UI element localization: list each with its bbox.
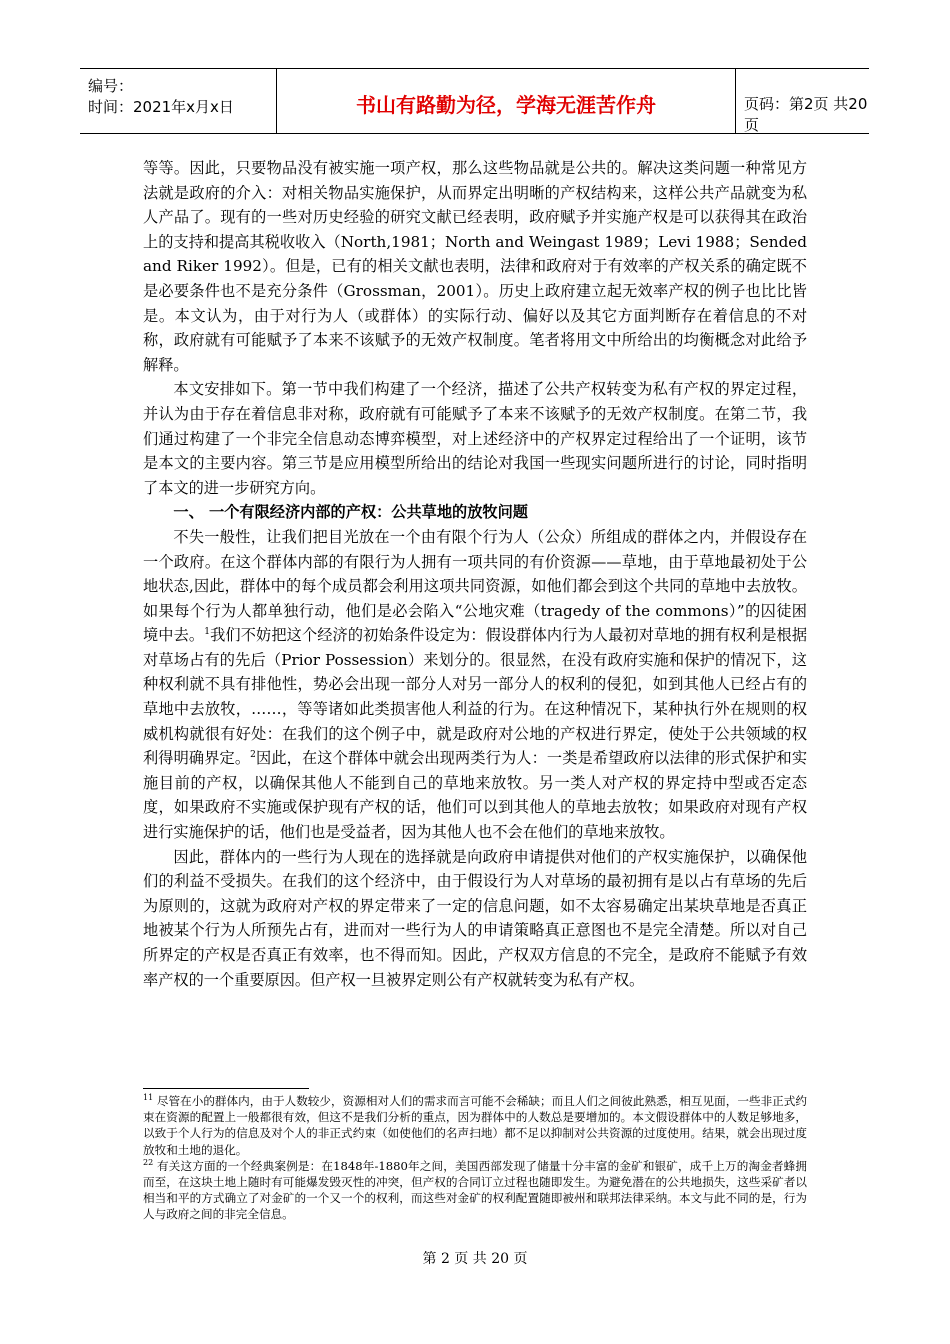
- footnote-separator: [143, 1088, 309, 1089]
- footnote-ref-1: 1: [204, 627, 210, 638]
- footnote-2: [143, 1158, 807, 1223]
- paragraph-3-part-b: 我们不妨把这个经济的初始条件设定为：假设群体内行为人最初对草地的拥有权利是根据对草场占有的先后（Prior Possession）来划分的。很显然，在没有政府实施和保护的情况下，这种权利就不具有排他性，势必会出现一部分人对另一部分人的权利的侵犯，如到其他人已经占有的草地中去放牧，……，等等诸如此类损害他人利益的行为。在这种情况下，某种执行外在规则的权威机构就很有好处：在我们的这个例子中，就是政府对公地的产权进行界定，使处于公共领域的权利得明确界定。: [143, 626, 808, 768]
- page-header: [80, 68, 869, 134]
- paragraph-3-part-c: 因此，在这个群体中就会出现两类行为人：一类是希望政府以法律的形式保护和实施目前的产权，以确保其他人不能到自己的草地来放牧。另一类人对产权的界定持中型或否定态度，如果政府不实施或保护现有产权的话，他们可以到其他人的草地去放牧；如果政府对现有产权进行实施保护的话，他们也是受益者，因为其他人也不会在他们的草地来放牧。: [143, 749, 808, 842]
- document-code: 编号：: [88, 77, 134, 95]
- footnote-2-mark: 22: [143, 1157, 154, 1167]
- header-motto: 书山有路勤为径，学海无涯苦作舟: [356, 93, 656, 117]
- paragraph-1: 等等。因此，只要物品没有被实施一项产权，那么这些物品就是公共的。解决这类问题一种常见方法就是政府的介入：对相关物品实施保护，从而界定出明晰的产权结构来，这样公共产品就变为私人产品了。现有的一些对历史经验的研究文献已经表明，政府赋予并实施产权是可以获得其在政治上的支持和提高其税收收入（North,1981；North and Weingast 1989；Levi 1988；Sended and Riker 1992）。但是，已有的相关文献也表明，法律和政府对于有效率的产权关系的确定既不是必要条件也不是充分条件（Grossman，2001）。历史上政府建立起无效率产权的例子也比比皆是。本文认为，由于对行为人（或群体）的实际行动、偏好以及其它方面判断存在着信息的不对称，政府就有可能赋予了本来不该赋予的无效产权制度。笔者将用文中所给出的均衡概念对此给予解释。: [143, 159, 807, 374]
- footnotes: [143, 1093, 807, 1223]
- header-page-cell: [736, 69, 869, 133]
- footnote-ref-2: 2: [250, 750, 256, 761]
- document-date: 时间：2021年x月x日: [88, 98, 234, 116]
- footnote-2-text: 有关这方面的一个经典案例是：在1848年-1880年之间，美国西部发现了储量十分丰富的金矿和银矿，成千上万的淘金者蜂拥而至，在这块土地上随时有可能爆发毁灭性的冲突，但产权的合同订立过程也随即发生。为避免潜在的公共地损失，这些采矿者以相当和平的方式确立了对金矿的一个又一个的权利，而这些对金矿的权利配置随即被州和联邦法律采纳。本文与此不同的是，行为人与政府之间的非完全信息。: [143, 1158, 808, 1222]
- page-footer-number: 第 2 页 共 20 页: [422, 1251, 528, 1267]
- footnote-1-text: 尽管在小的群体内，由于人数较少，资源相对人们的需求而言可能不会稀缺；而且人们之间彼此熟悉，相互见面，一些非正式约束在资源的配置上一般都很有效，但这不是我们分析的重点，因为群体中的人数总是要增加的。本文假设群体中的人数足够地多，以致于个人行为的信息及对个人的非正式约束（如使他们的名声扫地）都不足以抑制对公共资源的过度使用。结果，就会出现过度放牧和土地的退化。: [143, 1094, 807, 1157]
- header-page-number: 页码：第2页 共20页: [744, 95, 868, 134]
- paragraph-4: 因此，群体内的一些行为人现在的选择就是向政府申请提供对他们的产权实施保护，以确保他们的利益不受损失。在我们的这个经济中，由于假设行为人对草场的最初拥有是以占有草场的先后为原则的，这就为政府对产权的界定带来了一定的信息问题，如不太容易确定出某块草地是否真正地被某个行为人所预先占有，进而对一些行为人的申请策略真正意图也不是完全清楚。所以对自己所界定的产权是否真正有效率，也不得而知。因此，产权双方信息的不完全，是政府不能赋予有效率产权的一个重要原因。但产权一旦被界定则公有产权就转变为私有产权。: [143, 847, 807, 989]
- paragraph-3-part-a: 不失一般性，让我们把目光放在一个由有限个行为人（公众）所组成的群体之内，并假设存在一个政府。在这个群体内部的有限行为人拥有一项共同的有价资源——草地，由于草地最初处于公地状态,因此，群体中的每个成员都会利用这项共同资源，如他们都会到这个共同的草地中去放牧。如果每个行为人都单独行动，他们是必会陷入“公地灾难（tragedy of the commons）”的囚徒困境中去。: [143, 527, 807, 645]
- paragraph-3: [143, 525, 807, 845]
- footnote-1: [143, 1093, 807, 1158]
- section-heading: 一、 一个有限经济内部的产权：公共草地的放牧问题: [173, 503, 528, 522]
- document-body: [143, 156, 807, 992]
- paragraph-2: 本文安排如下。第一节中我们构建了一个经济，描述了公共产权转变为私有产权的界定过程，并认为由于存在着信息非对称，政府就有可能赋予了本来不该赋予的无效产权制度。在第二节，我们通过构建了一个非完全信息动态博弈模型，对上述经济中的产权界定过程给出了一个证明，该节是本文的主要内容。第三节是应用模型所给出的结论对我国一些现实问题所进行的讨论，同时指明了本文的进一步研究方向。: [143, 380, 807, 497]
- header-motto-cell: [277, 69, 736, 133]
- header-info-cell: [80, 69, 277, 133]
- footnote-1-mark: 11: [143, 1093, 154, 1103]
